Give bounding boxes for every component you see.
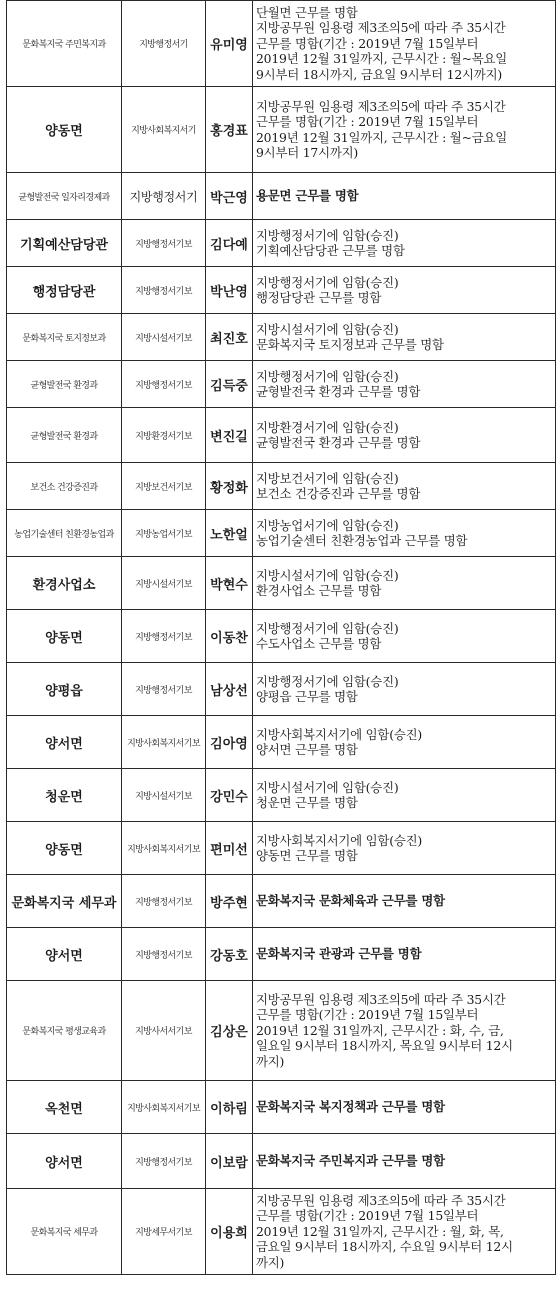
note-line: 균형발전국 환경과 근무를 명함 (256, 384, 421, 399)
assignment-note-cell (253, 716, 556, 769)
table-row (7, 928, 556, 981)
note-line: 2019년 12월 31일까지, 근무시간 : 월~목요일 (256, 51, 508, 67)
name-cell: 유미영 (206, 1, 253, 87)
rank-cell: 지방사회복지서기 (122, 87, 206, 173)
note-line: 기획예산담당관 근무를 명함 (256, 243, 405, 258)
note-line: 지방시설서기에 임함(승진) (256, 321, 399, 337)
table-row (7, 610, 556, 663)
table-row (7, 463, 556, 510)
note-line: 수도사업소 근무를 명함 (256, 636, 382, 651)
assignment-note-cell (253, 928, 556, 981)
note-line: 9시부터 18시까지, 금요일 9시부터 12시까지) (256, 66, 502, 82)
note-line: 지방시설서기에 임함(승진) (256, 779, 399, 795)
note-line: 지방시설서기에 임함(승진) (256, 567, 399, 583)
note-line: 문화복지국 토지정보과 근무를 명함 (256, 337, 444, 352)
name-cell: 박근영 (206, 173, 253, 220)
assignment-note-cell (253, 663, 556, 716)
assignment-note-cell (253, 361, 556, 408)
assignment-note-cell (253, 557, 556, 610)
note-line: 단월면 근무를 명함 (256, 4, 358, 20)
table-row (7, 822, 556, 875)
department-cell: 문화복지국 세무과 (7, 875, 122, 928)
note-line: 지방행정서기에 임함(승진) (256, 368, 399, 384)
rank-cell: 지방행정서기보 (122, 1134, 206, 1189)
department-cell: 양서면 (7, 716, 122, 769)
table-row (7, 1, 556, 87)
note-line: 근무를 명함(기간 : 2019년 7월 15일부터 (256, 114, 479, 129)
assignment-note-cell (253, 173, 556, 220)
rank-cell: 지방농업서기보 (122, 510, 206, 557)
rank-cell: 지방사서서기보 (122, 981, 206, 1081)
name-cell: 남상선 (206, 663, 253, 716)
assignment-note-cell (253, 510, 556, 557)
name-cell: 홍경표 (206, 87, 253, 173)
rank-cell: 지방행정서기보 (122, 220, 206, 267)
department-cell: 균형발전국 일자리경제과 (7, 173, 122, 220)
name-cell: 강동호 (206, 928, 253, 981)
note-line: 근무를 명함(기간 : 2019년 7월 15일부터 (256, 35, 479, 51)
note-line: 문화복지국 문화체육과 근무를 명함 (256, 893, 445, 909)
note-line: 지방사회복지서기에 임함(승진) (256, 726, 423, 742)
assignment-note-cell (253, 822, 556, 875)
name-cell: 황정화 (206, 463, 253, 510)
table-row (7, 408, 556, 463)
department-cell: 옥천면 (7, 1081, 122, 1134)
department-cell: 문화복지국 세무과 (7, 1189, 122, 1275)
note-line: 지방공무원 임용령 제3조의5에 따라 주 35시간 (256, 98, 506, 114)
name-cell: 방주현 (206, 875, 253, 928)
rank-cell: 지방사회복지서기보 (122, 1081, 206, 1134)
note-line: 금요일 9시부터 18시까지, 수요일 9시부터 12시 (256, 1239, 513, 1255)
table-row (7, 1189, 556, 1275)
table-row (7, 716, 556, 769)
name-cell: 이보람 (206, 1134, 253, 1189)
note-line: 양서면 근무를 명함 (256, 742, 358, 757)
assignment-note-cell (253, 610, 556, 663)
rank-cell: 지방사회복지서기보 (122, 822, 206, 875)
assignment-note-cell (253, 463, 556, 510)
note-line: 문화복지국 복지정책과 근무를 명함 (256, 1099, 445, 1115)
rank-cell: 지방시설서기보 (122, 557, 206, 610)
note-line: 환경사업소 근무를 명함 (256, 583, 382, 598)
assignment-note-cell (253, 1081, 556, 1134)
note-line: 지방환경서기에 임함(승진) (256, 419, 399, 435)
note-line: 근무를 명함(기간 : 2019년 7월 15일부터 (256, 1208, 479, 1224)
assignment-note-cell (253, 408, 556, 463)
note-line: 지방사회복지서기에 임함(승진) (256, 832, 423, 848)
department-cell: 환경사업소 (7, 557, 122, 610)
department-cell: 양동면 (7, 610, 122, 663)
note-line: 2019년 12월 31일까지, 근무시간 : 화, 수, 금, (256, 1022, 504, 1038)
assignment-note-cell (253, 87, 556, 173)
note-line: 행정담당관 근무를 명함 (256, 290, 382, 305)
name-cell: 편미선 (206, 822, 253, 875)
note-line: 지방공무원 임용령 제3조의5에 따라 주 35시간 (256, 1192, 506, 1208)
department-cell: 양평읍 (7, 663, 122, 716)
name-cell: 김다예 (206, 220, 253, 267)
name-cell: 이용희 (206, 1189, 253, 1275)
department-cell: 기획예산담당관 (7, 220, 122, 267)
department-cell: 문화복지국 주민복지과 (7, 1, 122, 87)
rank-cell: 지방세무서기보 (122, 1189, 206, 1275)
assignment-note-cell (253, 769, 556, 822)
department-cell: 균형발전국 환경과 (7, 408, 122, 463)
note-line: 보건소 건강증진과 근무를 명함 (256, 486, 421, 501)
department-cell: 농업기술센터 친환경농업과 (7, 510, 122, 557)
name-cell: 이동찬 (206, 610, 253, 663)
rank-cell: 지방시설서기보 (122, 314, 206, 361)
table-row (7, 510, 556, 557)
note-line: 까지) (256, 1254, 285, 1270)
note-line: 문화복지국 주민복지과 근무를 명함 (256, 1153, 445, 1169)
department-cell: 양동면 (7, 87, 122, 173)
rank-cell: 지방보건서기보 (122, 463, 206, 510)
table-row (7, 981, 556, 1081)
note-line: 지방행정서기에 임함(승진) (256, 620, 399, 636)
note-line: 일요일 9시부터 18시까지, 목요일 9시부터 12시 (256, 1038, 513, 1054)
name-cell: 김상은 (206, 981, 253, 1081)
name-cell: 박난영 (206, 267, 253, 314)
table-row (7, 314, 556, 361)
assignment-note-cell (253, 1134, 556, 1189)
rank-cell: 지방행정서기보 (122, 928, 206, 981)
name-cell: 최진호 (206, 314, 253, 361)
rank-cell: 지방사회복지서기보 (122, 716, 206, 769)
assignment-note-cell (253, 1189, 556, 1275)
table-row (7, 875, 556, 928)
table-body (7, 1, 556, 1275)
rank-cell: 지방시설서기보 (122, 769, 206, 822)
assignment-note-cell (253, 1, 556, 87)
note-line: 지방행정서기에 임함(승진) (256, 673, 399, 689)
department-cell: 양서면 (7, 1134, 122, 1189)
rank-cell: 지방환경서기보 (122, 408, 206, 463)
note-line: 지방행정서기에 임함(승진) (256, 274, 399, 290)
department-cell: 양서면 (7, 928, 122, 981)
assignment-note-cell (253, 981, 556, 1081)
rank-cell: 지방행정서기보 (122, 663, 206, 716)
table-row (7, 557, 556, 610)
rank-cell: 지방행정서기보 (122, 267, 206, 314)
name-cell: 박현수 (206, 557, 253, 610)
name-cell: 이하림 (206, 1081, 253, 1134)
table-row (7, 361, 556, 408)
table-row (7, 1134, 556, 1189)
department-cell: 청운면 (7, 769, 122, 822)
name-cell: 변진길 (206, 408, 253, 463)
table-row (7, 267, 556, 314)
note-line: 지방공무원 임용령 제3조의5에 따라 주 35시간 (256, 991, 506, 1007)
note-line: 균형발전국 환경과 근무를 명함 (256, 435, 421, 450)
note-line: 양평읍 근무를 명함 (256, 689, 358, 704)
department-cell: 문화복지국 평생교육과 (7, 981, 122, 1081)
name-cell: 김득중 (206, 361, 253, 408)
department-cell: 양동면 (7, 822, 122, 875)
note-line: 지방농업서기에 임함(승진) (256, 517, 399, 533)
assignment-note-cell (253, 875, 556, 928)
note-line: 2019년 12월 31일까지, 근무시간 : 월, 화, 목, (256, 1223, 504, 1239)
assignment-note-cell (253, 267, 556, 314)
note-line: 2019년 12월 31일까지, 근무시간 : 월~금요일 (256, 129, 508, 145)
rank-cell: 지방행정서기보 (122, 610, 206, 663)
department-cell: 보건소 건강증진과 (7, 463, 122, 510)
table-row (7, 769, 556, 822)
note-line: 9시부터 17시까지) (256, 145, 359, 160)
name-cell: 노한얼 (206, 510, 253, 557)
note-line: 지방공무원 임용령 제3조의5에 따라 주 35시간 (256, 20, 506, 36)
note-line: 지방보건서기에 임함(승진) (256, 470, 399, 486)
department-cell: 균형발전국 환경과 (7, 361, 122, 408)
rank-cell: 지방행정서기보 (122, 875, 206, 928)
note-line: 지방행정서기에 임함(승진) (256, 227, 399, 243)
name-cell: 김아영 (206, 716, 253, 769)
note-line: 근무를 명함(기간 : 2019년 7월 15일부터 (256, 1007, 479, 1023)
note-line: 용문면 근무를 명함 (256, 188, 359, 204)
table-row (7, 1081, 556, 1134)
note-line: 농업기술센터 친환경농업과 근무를 명함 (256, 533, 468, 548)
rank-cell: 지방행정서기 (122, 173, 206, 220)
assignment-note-cell (253, 314, 556, 361)
note-line: 까지) (256, 1053, 285, 1069)
name-cell: 강민수 (206, 769, 253, 822)
personnel-order-table (6, 0, 556, 1275)
rank-cell: 지방행정서기 (122, 1, 206, 87)
table-row (7, 663, 556, 716)
note-line: 청운면 근무를 명함 (256, 795, 358, 810)
assignment-note-cell (253, 220, 556, 267)
note-line: 양동면 근무를 명함 (256, 848, 358, 863)
table-row (7, 220, 556, 267)
table-row (7, 87, 556, 173)
note-line: 문화복지국 관광과 근무를 명함 (256, 946, 422, 962)
department-cell: 문화복지국 토지정보과 (7, 314, 122, 361)
department-cell: 행정담당관 (7, 267, 122, 314)
rank-cell: 지방행정서기보 (122, 361, 206, 408)
table-row (7, 173, 556, 220)
